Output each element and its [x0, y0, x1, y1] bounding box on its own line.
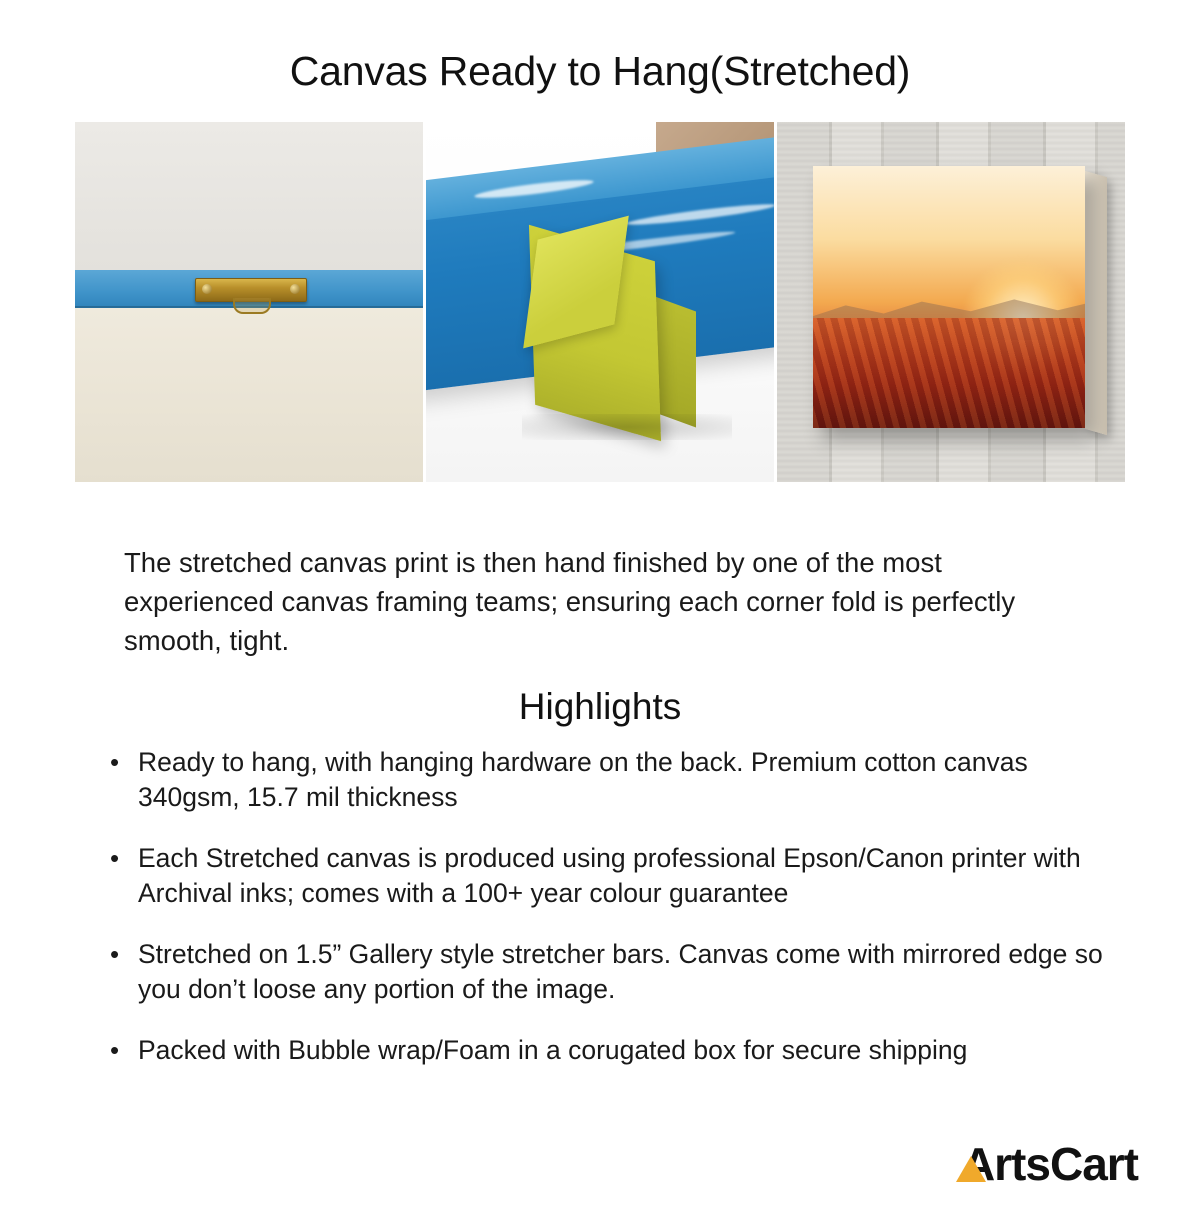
logo-text-arts: Arts: [961, 1138, 1050, 1191]
list-item: [104, 841, 1114, 911]
photo1-upper-wall: [75, 122, 423, 270]
photo1-canvas-back: [75, 308, 423, 482]
list-item: [104, 745, 1114, 815]
canvas-corner-fold-photo: [426, 122, 774, 482]
logo-text-cart: Cart: [1049, 1138, 1138, 1191]
product-photo-strip: [75, 122, 1125, 482]
hanging-wire-icon: [233, 298, 271, 314]
intro-paragraph: The stretched canvas print is then hand finished by one of the most experienced canvas framing teams; ensuring each corner fold is perfectly smooth, tight.: [124, 546, 1016, 656]
logo-triangle-icon: [956, 1156, 986, 1182]
photo3-canvas-side-edge: [1085, 171, 1107, 435]
bullet-icon: •: [110, 747, 120, 778]
list-item-text: Stretched on 1.5” Gallery style stretcher bars. Canvas come with mirrored edge so you don’t loose any portion of the image.: [138, 939, 1103, 1005]
photo2-drop-shadow: [522, 414, 732, 440]
product-info-page: [0, 27, 1200, 1227]
page-title: Canvas Ready to Hang(Stretched): [289, 48, 911, 95]
list-item-text: Packed with Bubble wrap/Foam in a corugated box for secure shipping: [138, 1035, 968, 1066]
list-item-text: Ready to hang, with hanging hardware on the back. Premium cotton canvas 340gsm, 15.7 mil thickness: [138, 747, 1028, 813]
bullet-icon: •: [110, 843, 120, 874]
list-item: [104, 1033, 1114, 1068]
list-item: [104, 937, 1114, 1007]
highlights-list: [104, 745, 1114, 1094]
bullet-icon: •: [110, 1035, 120, 1066]
canvas-back-hanging-hardware-photo: [75, 122, 423, 482]
list-item-text: Each Stretched canvas is produced using professional Epson/Canon printer with Archival inks; comes with a 100+ year colour guarantee: [138, 843, 1081, 909]
photo3-canvas-front: [813, 166, 1085, 428]
canvas-on-wall-photo: [777, 122, 1125, 482]
artscart-logo: [958, 1137, 1138, 1191]
photo3-foreground: [813, 318, 1085, 428]
bullet-icon: •: [110, 939, 120, 970]
highlights-heading: Highlights: [518, 686, 682, 728]
